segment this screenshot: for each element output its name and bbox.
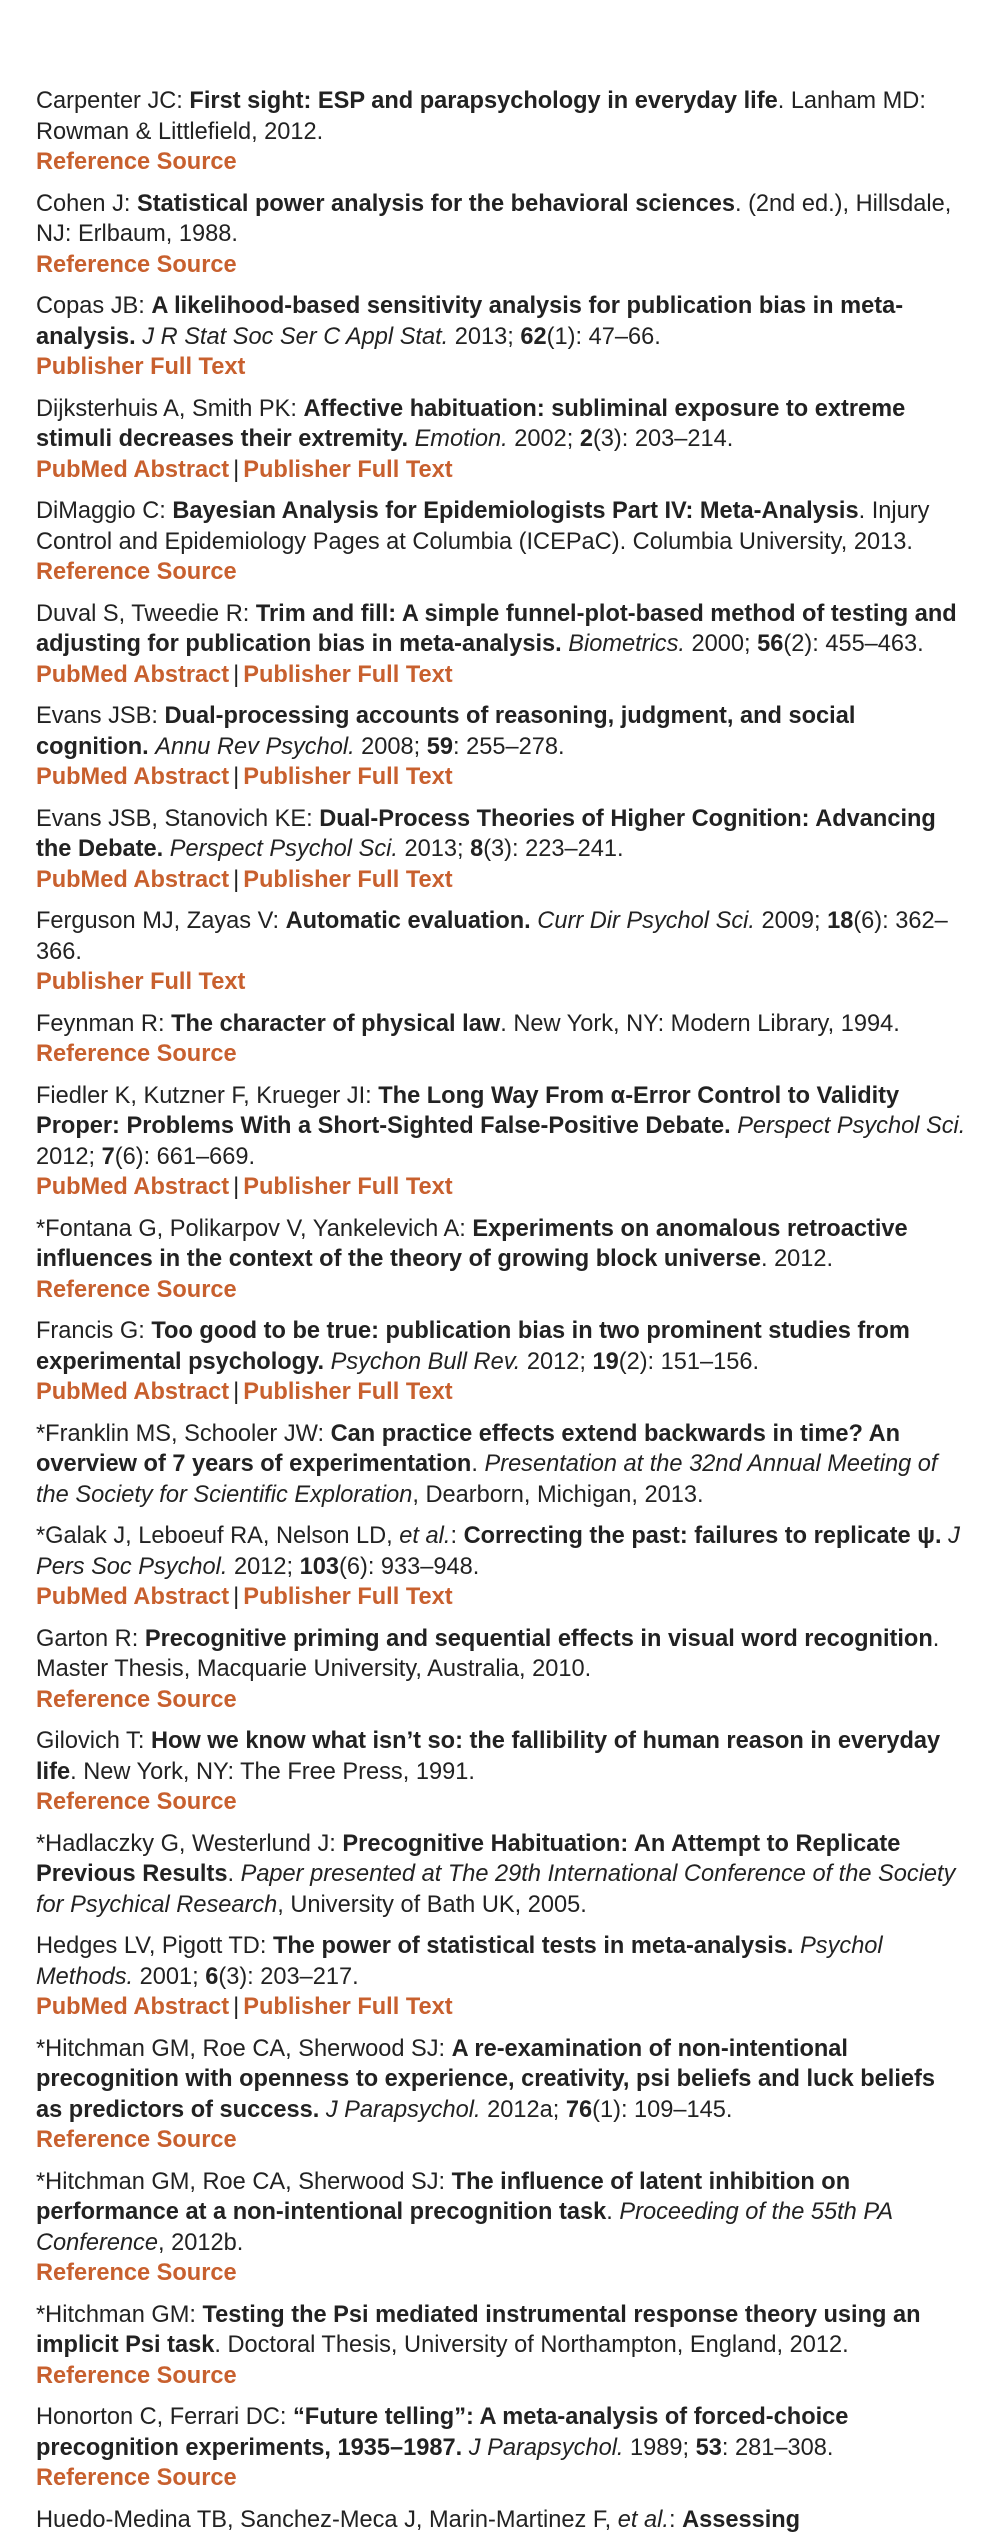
reference-year: 2001;: [133, 1963, 206, 1990]
reference-pages: (2): 455–463.: [783, 631, 924, 657]
reference-title: Affective habituation: subliminal exposure to extreme stimuli decreases their extremity.: [36, 395, 906, 452]
reference-year: 2013;: [397, 836, 471, 862]
reference-details: . Doctoral Thesis, University of Northampton, England, 2012.: [214, 2332, 849, 2358]
reference-links: [36, 967, 966, 998]
reference-authors: DiMaggio C:: [36, 498, 173, 524]
publisher-full-text-link[interactable]: Publisher Full Text: [243, 866, 453, 893]
reference-year: 2013;: [448, 323, 521, 350]
reference-source-link[interactable]: Reference Source: [36, 149, 237, 175]
reference-pages: (3): 223–241.: [483, 836, 624, 862]
reference-links: [36, 1787, 966, 1818]
reference-links: [36, 2258, 966, 2289]
reference-year: 2012;: [227, 1553, 300, 1580]
pubmed-abstract-link[interactable]: PubMed Abstract: [36, 1379, 230, 1405]
reference-entry: [36, 394, 966, 486]
reference-authors: Copas JB:: [36, 293, 152, 319]
pubmed-abstract-link[interactable]: PubMed Abstract: [36, 456, 230, 483]
reference-journal: Perspect Psychol Sci.: [169, 836, 398, 862]
reference-title: A likelihood-based sensitivity analysis for publication bias in meta-analysis.: [36, 293, 904, 350]
reference-volume: 103: [299, 1553, 339, 1580]
reference-year: 2012a;: [480, 2096, 566, 2123]
reference-authors: *Hitchman GM, Roe CA, Sherwood SJ:: [36, 2035, 452, 2062]
link-separator: |: [233, 456, 240, 483]
reference-links: [36, 762, 966, 793]
reference-journal: Psychon Bull Rev.: [330, 1348, 521, 1375]
reference-pages: (3): 203–214.: [592, 426, 734, 452]
reference-authors: *Hitchman GM, Roe CA, Sherwood SJ:: [36, 2168, 452, 2195]
reference-entry: [36, 1521, 966, 1613]
reference-journal: Proceeding of the 55th PA Conference: [36, 2199, 893, 2256]
reference-entry: [36, 2300, 966, 2392]
reference-title: “Future telling”: A meta-analysis of forced-choice precognition experiments, 1935–1987.: [36, 2404, 849, 2461]
link-separator: |: [233, 1994, 240, 2020]
reference-entry: [36, 701, 966, 793]
reference-title: How we know what isn’t so: the fallibility of human reason in everyday life: [36, 1728, 941, 1785]
pubmed-abstract-link[interactable]: PubMed Abstract: [36, 764, 230, 790]
reference-details: . (2nd ed.), Hillsdale, NJ: Erlbaum, 1988.: [36, 190, 952, 247]
reference-links: [36, 1377, 966, 1408]
reference-journal: Perspect Psychol Sci.: [737, 1113, 966, 1139]
reference-authors-tail: :: [668, 2506, 683, 2533]
reference-year: 2000;: [684, 631, 758, 657]
reference-journal: Annu Rev Psychol.: [155, 733, 355, 760]
reference-links: [36, 2463, 966, 2494]
reference-source-link[interactable]: Reference Source: [36, 2362, 237, 2389]
reference-title: The Long Way From α-Error Control to Validity Proper: Problems With a Short-Sighted False-Positive Debate.: [36, 1082, 900, 1139]
reference-details: . 2012.: [760, 1246, 834, 1272]
publisher-full-text-link[interactable]: Publisher Full Text: [243, 661, 453, 688]
pubmed-abstract-link[interactable]: PubMed Abstract: [36, 1584, 230, 1610]
reference-volume: 19: [592, 1348, 619, 1375]
reference-authors: Evans JSB:: [36, 703, 165, 729]
reference-entry: [36, 1419, 966, 1511]
reference-authors: Ferguson MJ, Zayas V:: [36, 908, 286, 934]
reference-title: Trim and fill: A simple funnel-plot-based method of testing and adjusting for publication bias in meta-analysis.: [36, 600, 957, 657]
reference-pages: (6): 933–948.: [338, 1553, 480, 1580]
reference-source-link[interactable]: Reference Source: [36, 1276, 237, 1303]
reference-volume: 59: [426, 733, 454, 760]
reference-year: 1989;: [623, 2434, 696, 2461]
link-separator: |: [233, 1174, 240, 1200]
reference-entry: [36, 2505, 966, 2536]
reference-authors: Feynman R:: [36, 1010, 172, 1037]
reference-details: .: [606, 2199, 620, 2225]
reference-title: Precognitive Habituation: An Attempt to Replicate Previous Results: [36, 1830, 901, 1887]
link-separator: |: [233, 661, 240, 688]
reference-year: 2012;: [520, 1348, 593, 1375]
reference-authors: Francis G:: [36, 1318, 152, 1344]
reference-links: [36, 1275, 966, 1306]
reference-links: [36, 557, 966, 588]
reference-authors: *Galak J, Leboeuf RA, Nelson LD,: [36, 1523, 400, 1549]
reference-year: 2009;: [754, 908, 828, 934]
reference-title: Too good to be true: publication bias in two prominent studies from experimental psychology.: [36, 1318, 910, 1375]
reference-pages: : 255–278.: [453, 733, 565, 760]
reference-journal: J Parapsychol.: [325, 2096, 481, 2123]
reference-source-link[interactable]: Reference Source: [36, 251, 237, 278]
reference-journal: Emotion.: [414, 426, 508, 452]
reference-title: Dual-processing accounts of reasoning, judgment, and social cognition.: [36, 703, 856, 760]
reference-entry: [36, 291, 966, 383]
reference-title: A re-examination of non-intentional precognition with openness to experience, creativity, psi beliefs and luck beliefs as predictors of success.: [36, 2035, 935, 2123]
reference-journal: J Pers Soc Psychol.: [36, 1523, 960, 1580]
reference-title: Dual-Process Theories of Higher Cognition: Advancing the Debate.: [36, 805, 936, 862]
reference-entry: [36, 1009, 966, 1070]
reference-pages: (1): 109–145.: [592, 2096, 733, 2123]
reference-title: Automatic evaluation.: [285, 908, 531, 934]
publisher-full-text-link[interactable]: Publisher Full Text: [36, 969, 246, 995]
reference-title: Experiments on anomalous retroactive influences in the context of the theory of growing block universe: [36, 1215, 908, 1272]
reference-title: The power of statistical tests in meta-analysis.: [272, 1933, 794, 1959]
reference-et-al: et al.: [617, 2506, 669, 2533]
reference-year: , University of Bath UK, 2005.: [277, 1891, 587, 1918]
reference-authors: Huedo-Medina TB, Sanchez-Meca J, Marin-Martinez F,: [36, 2506, 618, 2533]
reference-details: .: [471, 1451, 485, 1477]
reference-source-link[interactable]: Reference Source: [36, 1789, 237, 1815]
reference-links: [36, 660, 966, 691]
reference-links: [36, 1582, 966, 1613]
publisher-full-text-link[interactable]: Publisher Full Text: [243, 1994, 453, 2020]
reference-details: .: [227, 1861, 241, 1887]
reference-authors: Garton R:: [36, 1625, 145, 1652]
publisher-full-text-link[interactable]: Publisher Full Text: [243, 1584, 453, 1610]
publisher-full-text-link[interactable]: Publisher Full Text: [243, 1379, 453, 1405]
pubmed-abstract-link[interactable]: PubMed Abstract: [36, 661, 230, 688]
reference-source-link[interactable]: Reference Source: [36, 2260, 237, 2286]
reference-journal: J R Stat Soc Ser C Appl Stat.: [142, 323, 449, 350]
reference-links: [36, 1685, 966, 1716]
reference-authors: Honorton C, Ferrari DC:: [36, 2404, 293, 2430]
reference-title: The influence of latent inhibition on performance at a non-intentional precognition task: [36, 2168, 851, 2225]
reference-entry: [36, 86, 966, 178]
reference-volume: 53: [695, 2434, 722, 2461]
reference-source-link[interactable]: Reference Source: [36, 1686, 237, 1713]
reference-authors: Fiedler K, Kutzner F, Krueger JI:: [36, 1082, 379, 1109]
reference-links: [36, 1039, 966, 1070]
reference-title: Correcting the past: failures to replicate ψ.: [463, 1523, 942, 1549]
reference-volume: 56: [757, 631, 784, 657]
reference-pages: (6): 661–669.: [114, 1143, 256, 1170]
reference-year: , 2012b.: [157, 2229, 244, 2256]
reference-authors: *Fontana G, Polikarpov V, Yankelevich A:: [36, 1215, 473, 1242]
reference-title: Assessing: [682, 2506, 801, 2533]
reference-entry: [36, 599, 966, 691]
reference-links: [36, 2361, 966, 2392]
reference-pages: (1): 47–66.: [546, 323, 661, 350]
reference-source-link[interactable]: Reference Source: [36, 559, 237, 585]
link-separator: |: [233, 866, 240, 893]
reference-authors: Duval S, Tweedie R:: [36, 600, 256, 627]
reference-volume: 6: [205, 1963, 219, 1990]
reference-entry: [36, 1081, 966, 1203]
reference-entry: [36, 1214, 966, 1306]
reference-year: , Dearborn, Michigan, 2013.: [412, 1481, 704, 1508]
reference-authors: *Franklin MS, Schooler JW:: [36, 1420, 331, 1447]
reference-pages: (6): 362–366.: [36, 908, 948, 965]
reference-volume: 8: [470, 836, 484, 862]
reference-journal: J Parapsychol.: [468, 2434, 624, 2461]
reference-source-link[interactable]: Reference Source: [36, 2127, 237, 2153]
reference-journal: Biometrics.: [568, 631, 685, 657]
reference-volume: 62: [520, 323, 547, 350]
reference-title: Statistical power analysis for the behavioral sciences: [137, 190, 735, 217]
link-separator: |: [233, 1379, 240, 1405]
reference-et-al: et al.: [399, 1523, 451, 1549]
reference-authors: *Hitchman GM:: [36, 2301, 203, 2328]
reference-entry: [36, 2167, 966, 2289]
reference-volume: 2: [579, 426, 593, 452]
reference-journal: Curr Dir Psychol Sci.: [537, 908, 755, 934]
reference-links: [36, 352, 966, 383]
reference-journal: Presentation at the 32nd Annual Meeting of the Society for Scientific Exploration: [36, 1451, 938, 1508]
reference-details: . Master Thesis, Macquarie University, Australia, 2010.: [36, 1625, 940, 1682]
reference-year: 2002;: [507, 426, 580, 452]
reference-journal: Paper presented at The 29th International Conference of the Society for Psychical Research: [36, 1861, 956, 1918]
reference-authors: Cohen J:: [36, 190, 137, 217]
reference-links: [36, 2125, 966, 2156]
reference-pages: (3): 203–217.: [218, 1963, 359, 1990]
reference-pages: (2): 151–156.: [618, 1348, 760, 1375]
reference-title: Can practice effects extend backwards in time? An overview of 7 years of experimentation: [36, 1420, 901, 1477]
reference-authors: Evans JSB, Stanovich KE:: [36, 805, 320, 832]
pubmed-abstract-link[interactable]: PubMed Abstract: [36, 1994, 230, 2020]
reference-title: Precognitive priming and sequential effects in visual word recognition: [144, 1625, 933, 1652]
reference-volume: 7: [101, 1143, 115, 1170]
reference-volume: 76: [565, 2096, 593, 2123]
publisher-full-text-link[interactable]: Publisher Full Text: [36, 354, 246, 380]
link-separator: |: [233, 1584, 240, 1610]
reference-authors: Dijksterhuis A, Smith PK:: [36, 395, 304, 422]
reference-links: [36, 250, 966, 281]
reference-entry: [36, 2402, 966, 2494]
reference-entry: [36, 1829, 966, 1921]
publisher-full-text-link[interactable]: Publisher Full Text: [243, 1174, 453, 1200]
reference-authors-tail: :: [450, 1523, 464, 1549]
reference-authors: *Hadlaczky G, Westerlund J:: [36, 1830, 343, 1857]
reference-details: . New York, NY: The Free Press, 1991.: [70, 1758, 475, 1785]
publisher-full-text-link[interactable]: Publisher Full Text: [243, 764, 453, 790]
reference-entry: [36, 1931, 966, 2023]
reference-entry: [36, 1726, 966, 1818]
reference-year: 2008;: [354, 733, 427, 760]
reference-entry: [36, 2034, 966, 2156]
reference-links: [36, 147, 966, 178]
reference-links: [36, 1992, 966, 2023]
reference-details: . Injury Control and Epidemiology Pages at Columbia (ICEPaC). Columbia University, 2013.: [36, 498, 930, 555]
reference-entry: [36, 1316, 966, 1408]
reference-pages: : 281–308.: [721, 2434, 834, 2461]
reference-source-link[interactable]: Reference Source: [36, 1041, 237, 1067]
reference-title: The character of physical law: [171, 1010, 501, 1037]
reference-links: [36, 865, 966, 896]
link-separator: |: [233, 764, 240, 790]
reference-entry: [36, 804, 966, 896]
reference-authors: Carpenter JC:: [36, 88, 190, 114]
reference-links: [36, 455, 966, 486]
reference-list: [36, 86, 966, 2546]
reference-entry: [36, 1624, 966, 1716]
reference-links: [36, 1172, 966, 1203]
pubmed-abstract-link[interactable]: PubMed Abstract: [36, 1174, 230, 1200]
reference-entry: [36, 906, 966, 998]
reference-journal: Psychol Methods.: [36, 1933, 883, 1990]
reference-title: Testing the Psi mediated instrumental response theory using an implicit Psi task: [36, 2301, 921, 2358]
reference-year: 2012;: [36, 1143, 102, 1170]
reference-entry: [36, 496, 966, 588]
reference-title: Bayesian Analysis for Epidemiologists Part IV: Meta-Analysis: [172, 498, 859, 524]
reference-entry: [36, 189, 966, 281]
publisher-full-text-link[interactable]: Publisher Full Text: [243, 456, 453, 483]
reference-details: . Lanham MD: Rowman & Littlefield, 2012.: [36, 88, 926, 145]
reference-volume: 18: [827, 908, 854, 934]
reference-authors: Gilovich T:: [36, 1728, 151, 1754]
pubmed-abstract-link[interactable]: PubMed Abstract: [36, 866, 230, 893]
reference-authors: Hedges LV, Pigott TD:: [36, 1933, 273, 1959]
reference-source-link[interactable]: Reference Source: [36, 2465, 237, 2491]
reference-title: First sight: ESP and parapsychology in everyday life: [189, 88, 778, 114]
reference-details: . New York, NY: Modern Library, 1994.: [500, 1010, 900, 1037]
